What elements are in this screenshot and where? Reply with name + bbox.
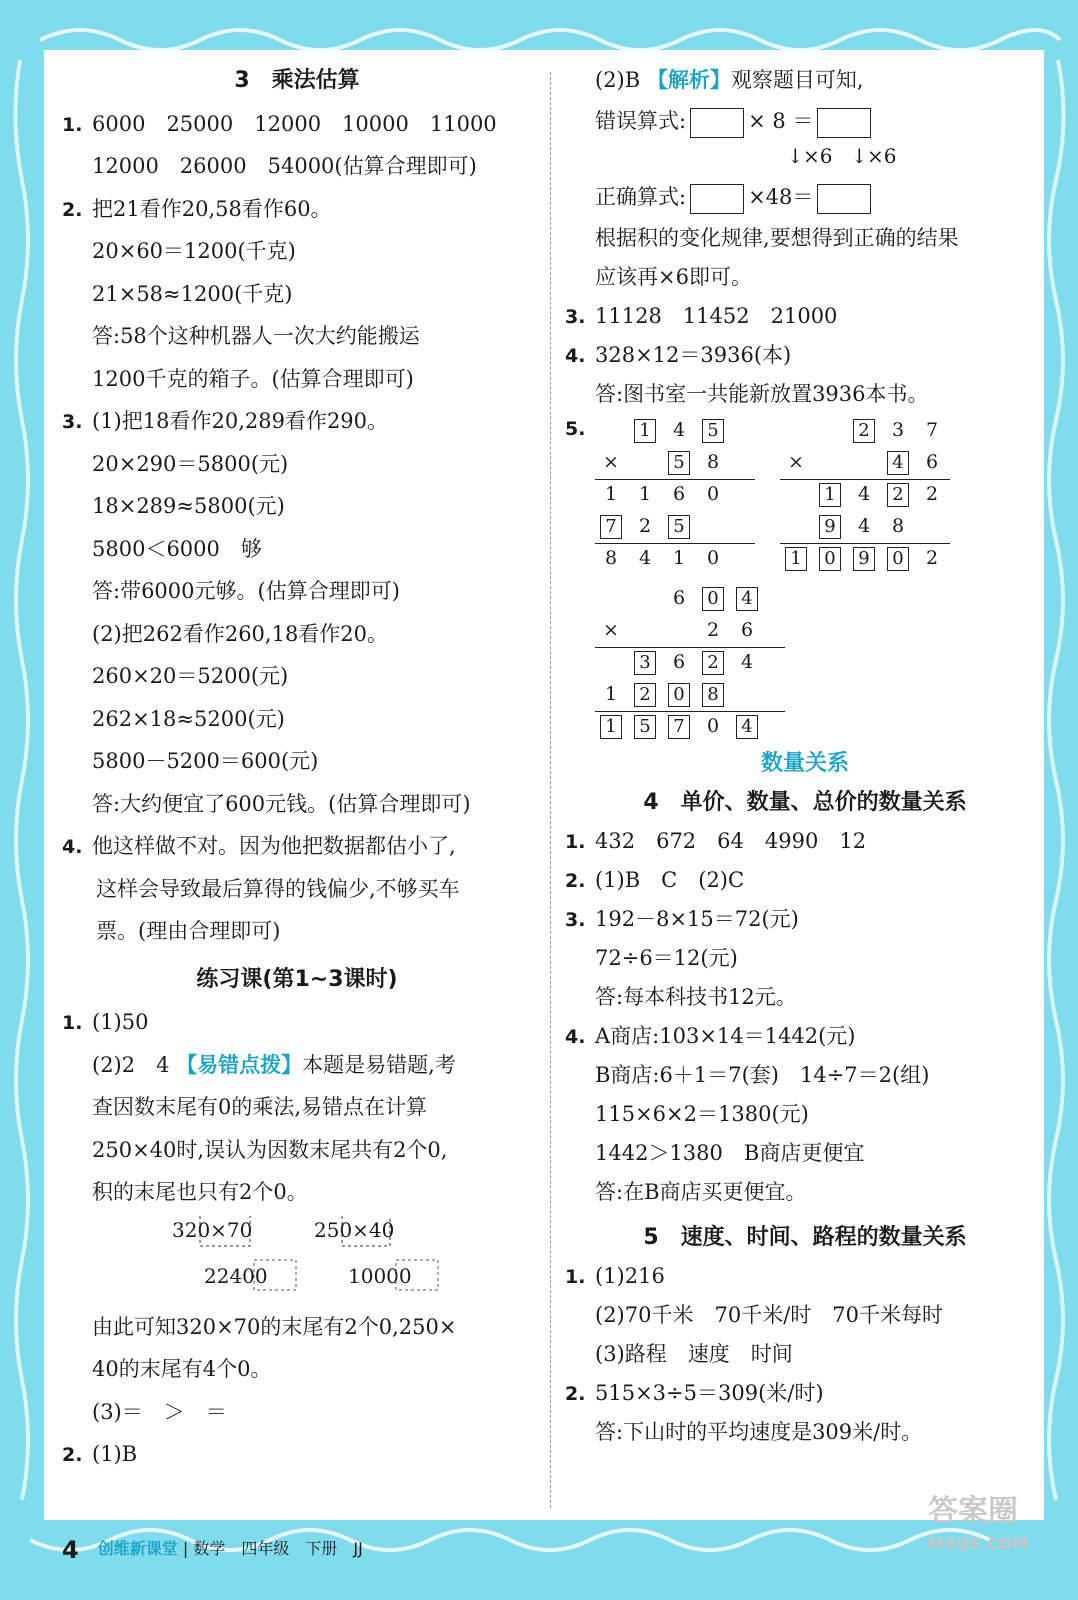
s4q4-line2: B商店:6＋1＝7(套) 14÷7＝2(组) <box>595 1063 930 1087</box>
p2-number: 2. <box>62 1444 83 1466</box>
digit-p1: 6 <box>672 651 686 673</box>
digit-m2: 5 <box>663 446 695 478</box>
digit-m2: 6 <box>740 619 754 641</box>
digit-p1: 2 <box>697 646 729 678</box>
q2-line1: 2. 把21看作20,58看作60。 <box>62 188 532 231</box>
multiply-sign: × <box>603 619 619 641</box>
p1-number: 1. <box>62 1012 83 1034</box>
p1-line2: (2)2 4 【易错点拨】本题是易错题,考 <box>92 1051 456 1077</box>
section-tag: 数量关系 <box>760 751 849 776</box>
digit-p2: 2 <box>638 515 652 537</box>
digit-p2: 1 <box>604 683 618 705</box>
result-22400: 22400 <box>204 1263 268 1288</box>
expr-250x40: 250×40 <box>314 1217 395 1242</box>
q3-line7: 260×20＝5200(元) <box>92 664 289 688</box>
digit-p1: 6 <box>672 483 686 505</box>
wrong-formula: 错误算式: × 8 ＝ <box>565 99 1045 143</box>
watermark-logo: 答案圈 MXQE.COM <box>928 1494 1029 1553</box>
page-footer <box>62 1532 363 1566</box>
vertical-calc-c2 <box>780 414 950 584</box>
p1-line1: 1. (1)50 <box>62 1001 532 1044</box>
times-six-arrows: ↓ ×6 ↓ ×6 <box>565 143 1045 175</box>
s4q3-line1: 3. 192－8×15＝72(元) <box>565 907 799 931</box>
digit-res: 0 <box>814 542 846 574</box>
digit-m1: 3 <box>891 419 905 441</box>
q3-line9: 5800－5200＝600(元) <box>92 749 319 773</box>
s5q2-line2: 答:下山时的平均速度是309米/时。 <box>595 1420 923 1444</box>
r5-number: 5. <box>565 418 586 440</box>
r2-line6: 应该再×6即可。 <box>595 265 752 289</box>
q4-line2: 这样会导致最后算得的钱偏少,不够买车 <box>96 876 460 901</box>
digit-res: 2 <box>925 547 939 569</box>
q2-line2: 20×60＝1200(千克) <box>92 239 296 263</box>
digit-res: 4 <box>731 710 763 742</box>
q2-line3: 21×58≈1200(千克) <box>92 281 293 306</box>
digit-p2: 0 <box>663 678 695 710</box>
s4q4-line5: 答:在B商店买更便宜。 <box>595 1180 807 1204</box>
digit-res: 1 <box>780 542 812 574</box>
down-arrow-icon: ↓ <box>851 144 868 168</box>
r3-line1: 3. 11128 11452 21000 <box>565 304 838 328</box>
q1-line1: 1. 6000 25000 12000 10000 11000 <box>62 103 532 146</box>
q1-number: 1. <box>62 113 83 136</box>
digit-p2: 9 <box>814 510 846 542</box>
s5q1-line1: 1. (1)216 <box>565 1264 665 1288</box>
q2-line4: 答:58个这种机器人一次大约能搬运 <box>92 324 420 348</box>
digit-p1: 2 <box>925 483 939 505</box>
digit-p1: 4 <box>857 483 871 505</box>
digit-res: 0 <box>706 715 720 737</box>
digit-p2: 5 <box>663 510 695 542</box>
q3-line3: 18×289≈5800(元) <box>92 494 285 518</box>
practice-title: 练习课(第1~3课时) <box>196 966 398 992</box>
digit-m1: 2 <box>848 414 880 446</box>
blank-box <box>690 184 744 214</box>
section-3-title: 3 乘法估算 <box>234 68 360 93</box>
digit-p2: 8 <box>891 515 905 537</box>
q1-line2: 12000 26000 54000(估算合理即可) <box>92 154 477 178</box>
digit-p2: 7 <box>595 510 627 542</box>
digit-res: 7 <box>663 710 695 742</box>
q3-line6: (2)把262看作260,18看作20。 <box>92 621 389 646</box>
blank-box <box>817 184 871 214</box>
digit-res: 4 <box>638 547 652 569</box>
s4q4-line1: 4. A商店:103×14＝1442(元) <box>565 1024 856 1048</box>
s4q2: 2. (1)B C (2)C <box>565 868 745 892</box>
zero-brackets <box>162 1214 482 1306</box>
p1-line7: 40的末尾有4个0。 <box>92 1357 272 1381</box>
r4-line1: 4. 328×12＝3936(本) <box>565 343 792 367</box>
p1-line5: 积的末尾也只有2个0。 <box>92 1180 308 1204</box>
s4q4-line3: 115×6×2＝1380(元) <box>595 1102 809 1126</box>
page-number: 4 <box>62 1535 79 1564</box>
right-column <box>565 60 1045 1452</box>
digit-m1: 1 <box>629 414 661 446</box>
down-arrow-icon: ↓ <box>787 144 804 168</box>
digit-p1: 1 <box>814 478 846 510</box>
digit-p1: 4 <box>740 651 754 673</box>
analysis-tag: 【解析】 <box>646 67 731 92</box>
digit-m2: 2 <box>706 619 720 641</box>
brand-name: 创维新课堂 <box>97 1539 178 1558</box>
q3-line10: 答:大约便宜了600元钱。(估算合理即可) <box>92 791 471 816</box>
expr-320x70: 320×70 <box>172 1217 253 1242</box>
digit-res: 5 <box>629 710 661 742</box>
vertical-calculations <box>565 414 1045 744</box>
p1-line8: (3)＝ ＞ ＝ <box>92 1399 227 1424</box>
right-formula: 正确算式: ×48＝ <box>565 175 1045 219</box>
s5q1-line3: (3)路程 速度 时间 <box>595 1342 793 1366</box>
tip-tag: 【易错点拨】 <box>176 1051 303 1077</box>
section-5-title: 5 速度、时间、路程的数量关系 <box>643 1225 967 1250</box>
digit-p1: 0 <box>706 483 720 505</box>
section-4-title: 4 单价、数量、总价的数量关系 <box>643 790 967 815</box>
p1-line6: 由此可知320×70的末尾有2个0,250× <box>92 1314 457 1339</box>
digit-res: 9 <box>848 542 880 574</box>
digit-m1: 6 <box>672 587 686 609</box>
q4-line3: 票。(理由合理即可) <box>96 919 281 943</box>
result-10000: 10000 <box>348 1263 412 1288</box>
q3-line4: 5800＜6000 够 <box>92 536 262 561</box>
digit-res: 8 <box>604 547 618 569</box>
s4q1: 1. 432 672 64 4990 12 <box>565 829 867 853</box>
s4q4-line4: 1442＞1380 B商店更便宜 <box>595 1141 865 1165</box>
digit-p1: 3 <box>629 646 661 678</box>
digit-p2: 2 <box>629 678 661 710</box>
blank-box <box>690 108 744 138</box>
digit-m2: 6 <box>925 451 939 473</box>
p1-line3: 查因数末尾有0的乘法,易错点在计算 <box>92 1095 428 1119</box>
digit-m1: 4 <box>731 582 763 614</box>
q4-number: 4. <box>62 836 83 858</box>
digit-m2: 4 <box>882 446 914 478</box>
digit-p2: 4 <box>857 515 871 537</box>
s5q1-line2: (2)70千米 70千米/时 70千米每时 <box>595 1303 943 1327</box>
digit-res: 0 <box>882 542 914 574</box>
p1-line4: 250×40时,误认为因数末尾共有2个0, <box>92 1137 448 1162</box>
digit-p1: 2 <box>882 478 914 510</box>
column-divider <box>550 72 551 1508</box>
q3-line8: 262×18≈5200(元) <box>92 706 285 731</box>
q3-line1: 3. (1)把18看作20,289看作290。 <box>62 400 532 443</box>
r2-line1: (2)B 【解析】观察题目可知, <box>595 67 864 92</box>
q2-number: 2. <box>62 198 83 221</box>
digit-p1: 1 <box>604 483 618 505</box>
zero-count-illustration <box>62 1214 532 1306</box>
s4q3-line3: 答:每本科技书12元。 <box>595 985 797 1009</box>
vertical-calc-c1 <box>595 414 755 584</box>
s4q3-line2: 72÷6＝12(元) <box>595 946 738 970</box>
p2-line1: 2. (1)B <box>62 1433 532 1476</box>
q3-line5: 答:带6000元够。(估算合理即可) <box>92 579 400 603</box>
digit-m1: 0 <box>697 582 729 614</box>
q4-line1: 4. 他这样做不对。因为他把数据都估小了, <box>62 825 532 868</box>
blank-box <box>817 108 871 138</box>
digit-res: 1 <box>672 547 686 569</box>
q3-number: 3. <box>62 411 83 433</box>
digit-m1: 4 <box>672 419 686 441</box>
q3-line2: 20×290＝5800(元) <box>92 451 289 476</box>
vertical-calc-c3 <box>595 582 785 752</box>
left-column <box>62 60 532 1476</box>
digit-p2: 8 <box>697 678 729 710</box>
multiply-sign: × <box>603 451 619 473</box>
multiply-sign: × <box>788 451 804 473</box>
digit-m1: 7 <box>925 419 939 441</box>
r2-line5: 根据积的变化规律,要想得到正确的结果 <box>595 226 959 250</box>
r4-line2: 答:图书室一共能新放置3936本书。 <box>595 382 929 406</box>
digit-p1: 1 <box>638 483 652 505</box>
digit-res: 0 <box>706 547 720 569</box>
book-info: | 数学 四年级 下册 JJ <box>182 1539 363 1558</box>
digit-m1: 5 <box>697 414 729 446</box>
s5q2-line1: 2. 515×3÷5＝309(米/时) <box>565 1381 824 1405</box>
digit-res: 1 <box>595 710 627 742</box>
q2-line5: 1200千克的箱子。(估算合理即可) <box>92 366 414 391</box>
digit-m2: 8 <box>706 451 720 473</box>
